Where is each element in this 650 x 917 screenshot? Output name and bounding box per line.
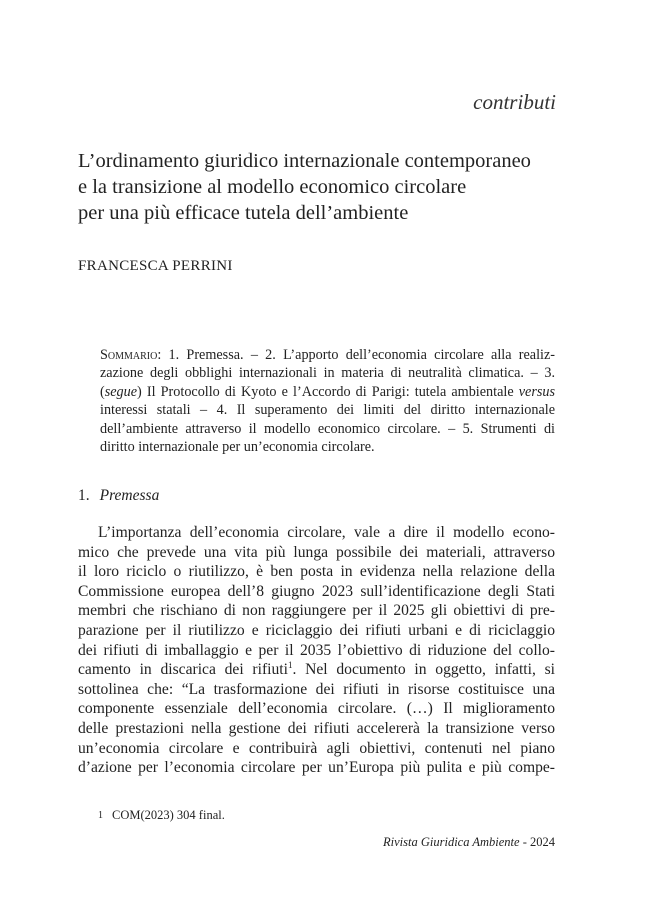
section-title: Premessa [99,487,160,504]
body-paragraph [78,523,555,778]
journal-footer [383,835,555,850]
body-line: il loro riciclo o riutilizzo, è ben posta in evidenza nella relazione della [78,563,555,581]
article-title [78,148,578,226]
body-line-text: . Nel documento in oggetto, infatti, si [292,661,555,679]
journal-year: - 2024 [519,835,555,849]
title-line: L’ordinamento giuridico internazionale contemporaneo [78,150,531,172]
body-line: parazione per il riutilizzo e riciclaggio dei rifiuti urbani e di riciclaggio [78,621,555,639]
title-line: e la transizione al modello economico circolare [78,176,467,198]
body-line: membri che rischiano di non raggiungere per il 2025 gli obiettivi di pre- [78,602,555,620]
footnote-text: COM(2023) 304 final. [112,808,225,822]
summary-text: 1. Premessa. – 2. L’apporto dell’economia circolare alla realiz-zazione degli obblighi internazionali in materia di neutralità climatica. – 3. ( [100,347,555,400]
summary-label: Sommario: [100,347,162,363]
body-line-text: camento in discarica dei rifiuti [78,661,288,679]
section-label: contributi [473,90,556,114]
footnote [98,808,225,823]
body-line: un’economia circolare e contribuirà agli obiettivi, contenuti nel piano [78,739,555,757]
summary-abstract [100,346,555,456]
summary-text: interessi statali – 4. Il superamento dei limiti del diritto internazionale dell’ambiente attraverso il modello economico circolare. – 5. Strumenti di diritto internazionale per un’economia circolare. [100,402,555,456]
body-line: delle prestazioni nella gestione dei rifiuti accelererà la transizione verso [78,719,555,737]
summary-italic-segue: segue [104,383,138,400]
body-line: Commissione europea dell’8 giugno 2023 sull’identificazione degli Stati [78,582,555,600]
section-number: 1. [78,487,90,504]
summary-italic-versus: versus [518,383,555,400]
body-line: dei rifiuti di imballaggio e per il 2035 l’obiettivo di riduzione del collo- [78,641,555,659]
footnote-number: 1 [98,810,103,821]
summary-text: ) Il Protocollo di Kyoto e l’Accordo di Parigi: tutela ambientale [137,383,519,400]
journal-title: Rivista Giuridica Ambiente [383,835,520,849]
title-line: per una più efficace tutela dell’ambiente [78,202,409,224]
body-line: sottolinea che: “La trasformazione dei rifiuti in risorse costituisce una [78,680,555,698]
author-name: FRANCESCA PERRINI [78,258,233,274]
footnote-reference[interactable]: 1 [287,659,293,670]
body-line: mico che prevede una vita più lunga possibile dei materiali, attraverso [78,543,555,561]
body-line: d’azione per l’economia circolare per un’Europa più pulita e più compe- [78,759,555,777]
section-heading [78,487,159,505]
body-line [78,660,555,680]
body-line: componente essenziale dell’economia circolare. (…) Il miglioramento [78,700,555,718]
body-line: L’importanza dell’economia circolare, vale a dire il modello econo- [98,524,555,541]
